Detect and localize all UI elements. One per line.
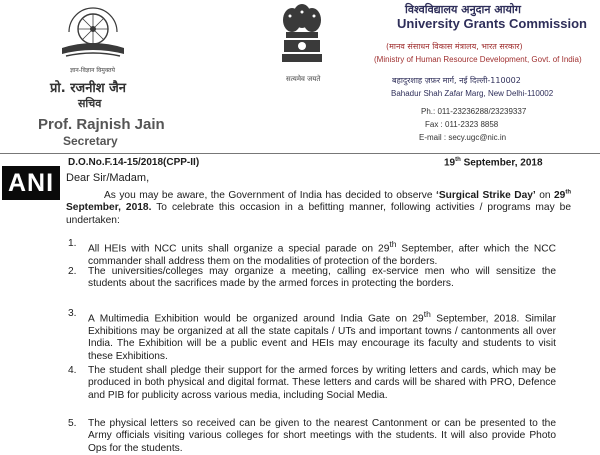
item-sup: th [423, 309, 431, 319]
list-item [68, 308, 556, 363]
list-item [68, 418, 556, 455]
intro-b: on [535, 190, 554, 201]
item-text-post: September, 2018. Similar Exhibitions may be organized at all the state capitals / UTs and important towns / cantonments all over India. The Exhibition will be a public event and HEIs may encourage its faculty and students to visit these Exhibitions. [88, 313, 556, 362]
intro-event-name: ‘Surgical Strike Day’ [435, 190, 536, 201]
ugc-logo [52, 2, 134, 64]
item-text: A Multimedia Exhibition would be organized around India Gate on 29 [88, 313, 424, 325]
header-divider [0, 153, 600, 154]
intro-date-rest: September, 2018. [66, 202, 152, 214]
item-text: The physical letters so received can be given to the nearest Cantonment or can be presented to the Army officials visiting various colleges for short meetings with the students. It will also provide Photo Ops for the students. [88, 418, 556, 454]
item-text: All HEIs with NCC units shall organize a special parade on 29 [88, 243, 390, 255]
date-suffix: th [455, 157, 461, 163]
item-number: 4. [68, 365, 77, 376]
date-day: 19 [444, 157, 456, 169]
list-item [68, 266, 556, 291]
fax-number: Fax : 011-2323 8858 [425, 120, 499, 129]
address-english: Bahadur Shah Zafar Marg, New Delhi-110002 [391, 89, 554, 98]
list-item [68, 365, 556, 402]
secretary-name: Prof. Rajnish Jain [38, 116, 165, 133]
secretary-name-hindi: प्रो. रजनीश जैन [50, 81, 127, 96]
item-sup: th [389, 239, 397, 249]
item-text-post: September, after which the NCC commander shall address them on the modalities of protection of the borders. [88, 243, 556, 267]
item-number: 2. [68, 266, 77, 277]
national-emblem [278, 2, 326, 72]
list-item [68, 238, 556, 268]
address-hindi: बहादुरशाह ज़फ़र मार्ग, नई दिल्ली-110002 [392, 76, 521, 85]
org-name: University Grants Commission [397, 16, 587, 31]
item-number: 5. [68, 418, 77, 429]
intro-a: As you may be aware, the Government of India has decided to observe [104, 190, 436, 201]
intro-c: To celebrate this occasion in a befitting manner, following activities / programs may be undertaken: [66, 202, 571, 226]
item-number: 3. [68, 308, 77, 319]
ministry-english: (Ministry of Human Resource Development, Govt. of India) [374, 55, 582, 64]
salutation: Dear Sir/Madam, [66, 172, 150, 184]
secretary-role-hindi: सचिव [78, 97, 102, 110]
date-rest: September, 2018 [460, 157, 543, 169]
ministry-hindi: (मानव संसाधन विकास मंत्रालय, भारत सरकार) [386, 42, 523, 51]
letter-date [444, 157, 543, 168]
intro-date-day: 29 [553, 190, 566, 201]
emblem-caption: सत्यमेव जयते [286, 75, 321, 83]
ani-watermark-logo: ANI [2, 166, 60, 200]
logo-tagline: ज्ञान-विज्ञान विमुक्तये [70, 67, 116, 74]
item-number: 1. [68, 238, 77, 249]
secretary-role: Secretary [63, 134, 118, 148]
intro-paragraph [66, 190, 571, 227]
email-address: E-mail : secy.ugc@nic.in [419, 133, 507, 142]
item-text: The universities/colleges may organize a meeting, calling ex-service men who will sensitize the students about the sacrifices made by the armed forces in protecting the borders. [88, 266, 556, 290]
intro-date-suffix: th [565, 189, 571, 196]
reference-number: D.O.No.F.14-15/2018(CPP-II) [68, 157, 200, 168]
phone-number: Ph.: 011-23236288/23239337 [421, 107, 527, 116]
item-text: The student shall pledge their support for the armed forces by writing letters and cards, which may be produced in both physical and digital format. These letters and cards will be shared with PRO, Defence and PIB for publicity across various media, including Social Media. [88, 365, 556, 401]
org-name-hindi: विश्वविद्यालय अनुदान आयोग [405, 3, 521, 16]
